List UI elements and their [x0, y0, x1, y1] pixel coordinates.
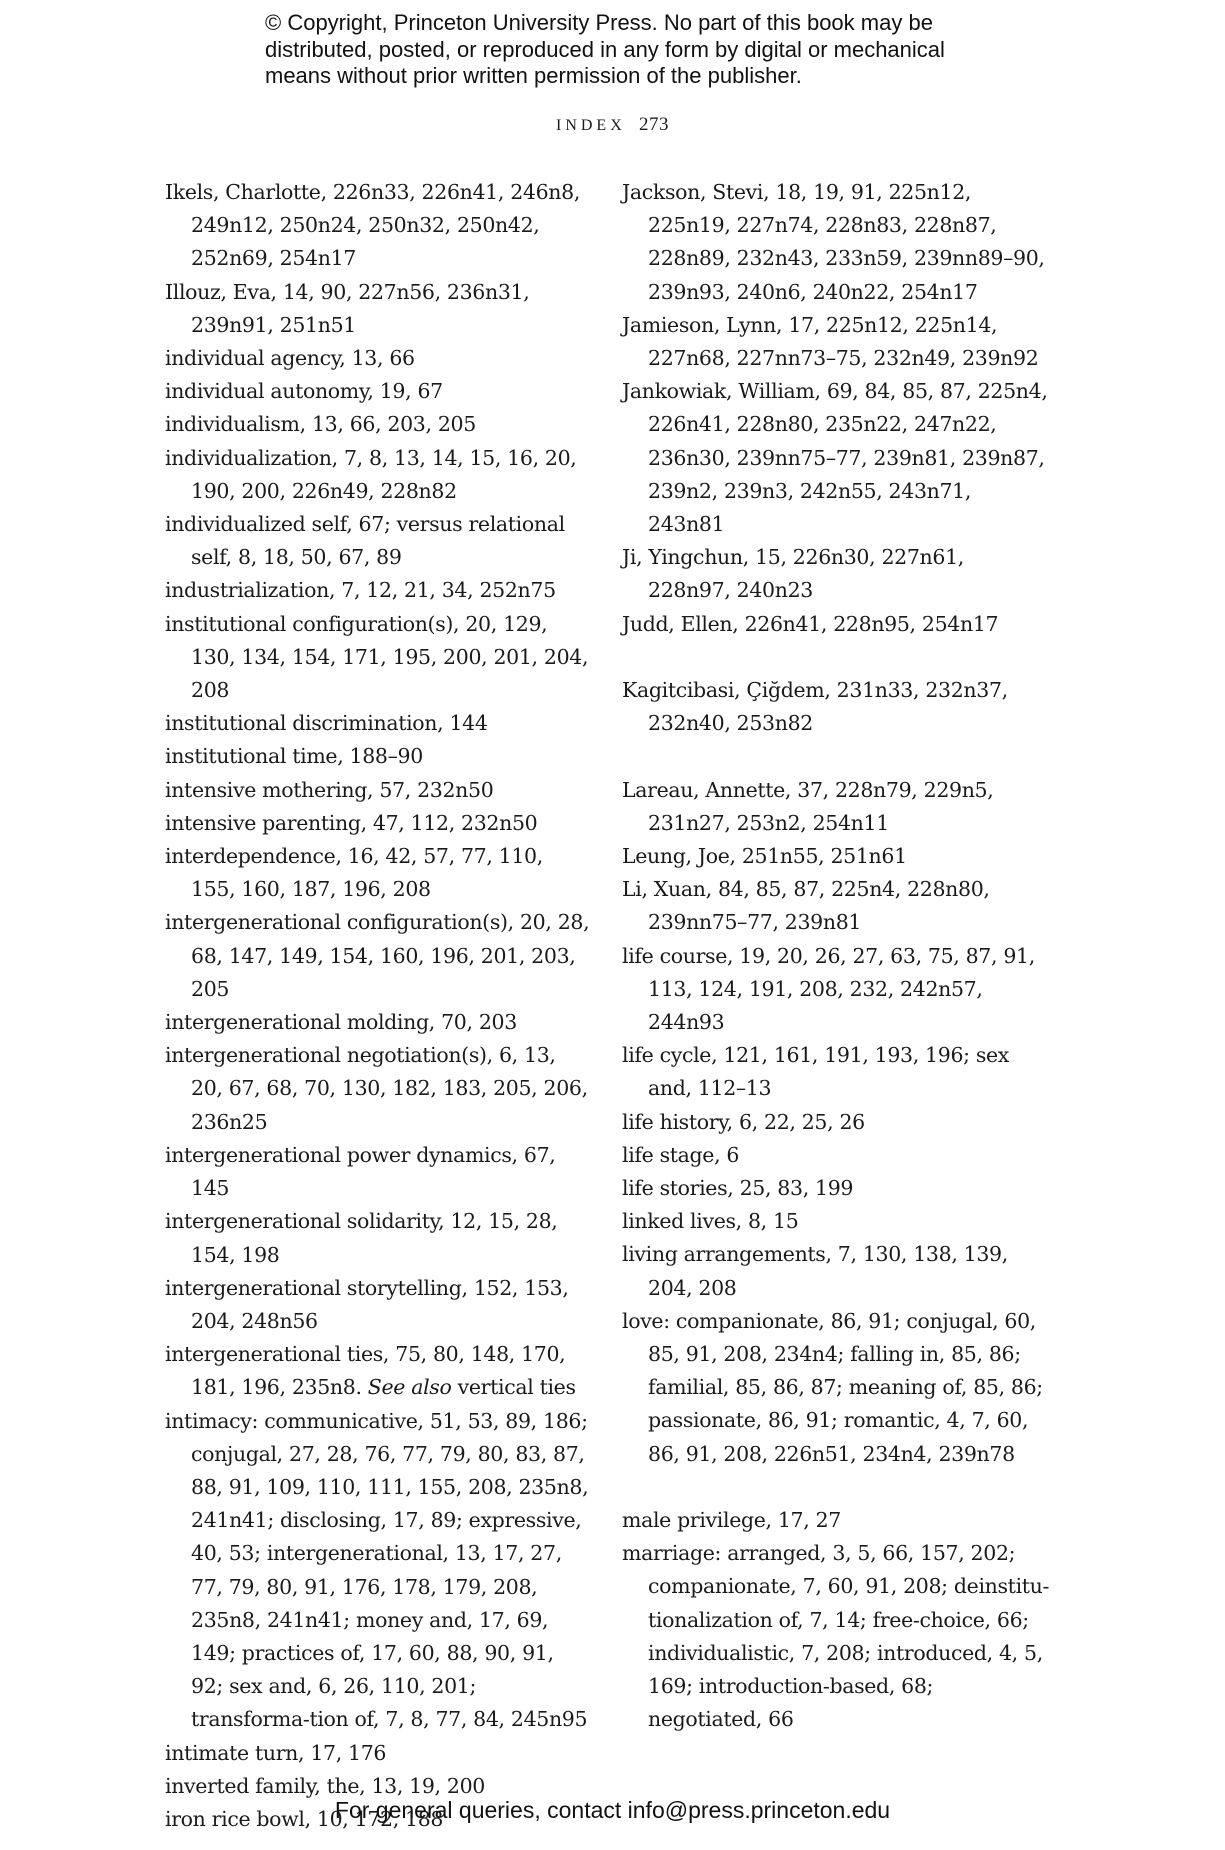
index-entry: intergenerational negotiation(s), 6, 13, 20, 67, 68, 70, 130, 182, 183, 205, 206, 236n25: [165, 1043, 588, 1134]
index-entry: intimacy: communicative, 51, 53, 89, 186; conjugal, 27, 28, 76, 77, 79, 80, 83, 87, 88, 91, 109, 110, 111, 155, 208, 235n8, 241n41; disclosing, 17, 89; expressive, 40, 53; intergenerational, 13, 17, 27, 77, 79, 80, 91, 176, 178, 179, 208, 235n8, 241n41; money and, 17, 69, 149; practices of, 17, 60, 88, 90, 91, 92; sex and, 6, 26, 110, 201; transforma-tion of, 7, 8, 77, 84, 245n95: [165, 1408, 589, 1732]
page-number: 273: [639, 114, 669, 135]
index-entry: intergenerational power dynamics, 67, 145: [165, 1142, 556, 1201]
index-entry: Lareau, Annette, 37, 228n79, 229n5, 231n27, 253n2, 254n11: [622, 777, 994, 835]
index-entry: industrialization, 7, 12, 21, 34, 252n75: [165, 578, 556, 603]
index-entry: Li, Xuan, 84, 85, 87, 225n4, 228n80, 239nn75–77, 239n81: [622, 877, 990, 935]
index-entry: Judd, Ellen, 226n41, 228n95, 254n17: [622, 611, 999, 636]
index-entry: Jankowiak, William, 69, 84, 85, 87, 225n4, 226n41, 228n80, 235n22, 247n22, 236n30, 239nn75–77, 239n81, 239n87, 239n2, 239n3, 242n55, 243n71, 243n81: [622, 379, 1048, 537]
index-entry: Jackson, Stevi, 18, 19, 91, 225n12, 225n19, 227n74, 228n83, 228n87, 228n89, 232n43, 233n59, 239nn89–90, 239n93, 240n6, 240n22, 254n17: [622, 180, 1045, 304]
index-entry: institutional time, 188–90: [165, 744, 423, 769]
index-entry: institutional configuration(s), 20, 129, 130, 134, 154, 171, 195, 200, 201, 204, 208: [165, 611, 589, 703]
copyright-notice: [265, 10, 1025, 90]
index-entry: living arrangements, 7, 130, 138, 139, 204, 208: [622, 1242, 1008, 1300]
index-entry: marriage: arranged, 3, 5, 66, 157, 202; companionate, 7, 60, 91, 208; deinstitu-tionalization of, 7, 14; free-choice, 66; individualistic, 7, 208; introduced, 4, 5, 169; introduction-based, 68; negotiated, 66: [622, 1541, 1050, 1732]
entry-text: intergenerational ties, 75, 80, 148, 170, 181, 196, 235n8.: [165, 1342, 566, 1400]
see-also-label: See also: [367, 1375, 452, 1400]
index-column-right: [622, 176, 1052, 1737]
index-entry: Ji, Yingchun, 15, 226n30, 227n61, 228n97, 240n23: [622, 545, 964, 603]
index-entry: Ikels, Charlotte, 226n33, 226n41, 246n8, 249n12, 250n24, 250n32, 250n42, 252n69, 254n17: [165, 180, 580, 271]
index-entry: individual autonomy, 19, 67: [165, 379, 443, 404]
section-title: INDEX: [555, 117, 626, 134]
index-entry: interdependence, 16, 42, 57, 77, 110, 155, 160, 187, 196, 208: [165, 844, 543, 902]
index-entry: intergenerational storytelling, 152, 153, 204, 248n56: [165, 1275, 569, 1333]
index-entry: intergenerational solidarity, 12, 15, 28, 154, 198: [165, 1209, 558, 1267]
index-entry: intimate turn, 17, 176: [165, 1740, 387, 1765]
index-entry: life stage, 6: [622, 1142, 740, 1167]
index-entry: institutional discrimination, 144: [165, 711, 488, 736]
see-also-target: vertical ties: [457, 1375, 576, 1400]
copyright-line: distributed, posted, or reproduced in any form by digital or mechanical: [265, 36, 945, 62]
copyright-line: © Copyright, Princeton University Press. No part of this book may be: [265, 10, 933, 35]
index-entry: love: companionate, 86, 91; conjugal, 60, 85, 91, 208, 234n4; falling in, 85, 86; familial, 85, 86, 87; meaning of, 85, 86; passionate, 86, 91; romantic, 4, 7, 60, 86, 91, 208, 226n51, 234n4, 239n78: [622, 1308, 1043, 1466]
footer-contact: For general queries, contact info@press.princeton.edu: [334, 1797, 891, 1823]
index-entry: Leung, Joe, 251n55, 251n61: [622, 844, 907, 869]
copyright-line: means without prior written permission of the publisher.: [265, 63, 802, 88]
index-entry-intergenerational-ties: [165, 1338, 590, 1404]
index-entry: individualized self, 67; versus relational self, 8, 18, 50, 67, 89: [165, 512, 565, 570]
index-entry: Kagitcibasi, Çiğdem, 231n33, 232n37, 232n40, 253n82: [622, 678, 1008, 736]
index-entry: intergenerational molding, 70, 203: [165, 1010, 517, 1035]
index-entry: intensive mothering, 57, 232n50: [165, 777, 494, 802]
index-entry: individualization, 7, 8, 13, 14, 15, 16, 20, 190, 200, 226n49, 228n82: [165, 445, 577, 503]
index-entry: life cycle, 121, 161, 191, 193, 196; sex and, 112–13: [622, 1043, 1010, 1101]
index-entry: intensive parenting, 47, 112, 232n50: [165, 810, 538, 835]
letter-group-divider: [622, 1471, 1052, 1504]
running-head: [0, 114, 1225, 136]
index-entry: life history, 6, 22, 25, 26: [622, 1109, 865, 1134]
letter-group-divider: [622, 740, 1052, 773]
index-entry: individualism, 13, 66, 203, 205: [165, 412, 476, 437]
index-entry: Jamieson, Lynn, 17, 225n12, 225n14, 227n68, 227nn73–75, 232n49, 239n92: [622, 312, 1039, 371]
index-entry: individual agency, 13, 66: [165, 346, 415, 371]
index-column-left: [165, 176, 590, 1836]
index-entry: inverted family, the, 13, 19, 200: [165, 1773, 485, 1798]
index-entry: life stories, 25, 83, 199: [622, 1176, 854, 1201]
index-entry: male privilege, 17, 27: [622, 1508, 841, 1533]
index-entry: Illouz, Eva, 14, 90, 227n56, 236n31, 239n91, 251n51: [165, 279, 530, 337]
index-entry: iron rice bowl, 10, 172, 188: [165, 1806, 444, 1831]
index-entry: intergenerational configuration(s), 20, 28, 68, 147, 149, 154, 160, 196, 201, 203, 205: [165, 910, 590, 1001]
index-entry: linked lives, 8, 15: [622, 1209, 799, 1234]
index-entry: life course, 19, 20, 26, 27, 63, 75, 87, 91, 113, 124, 191, 208, 232, 242n57, 244n93: [622, 943, 1035, 1035]
letter-group-divider: [622, 641, 1052, 674]
